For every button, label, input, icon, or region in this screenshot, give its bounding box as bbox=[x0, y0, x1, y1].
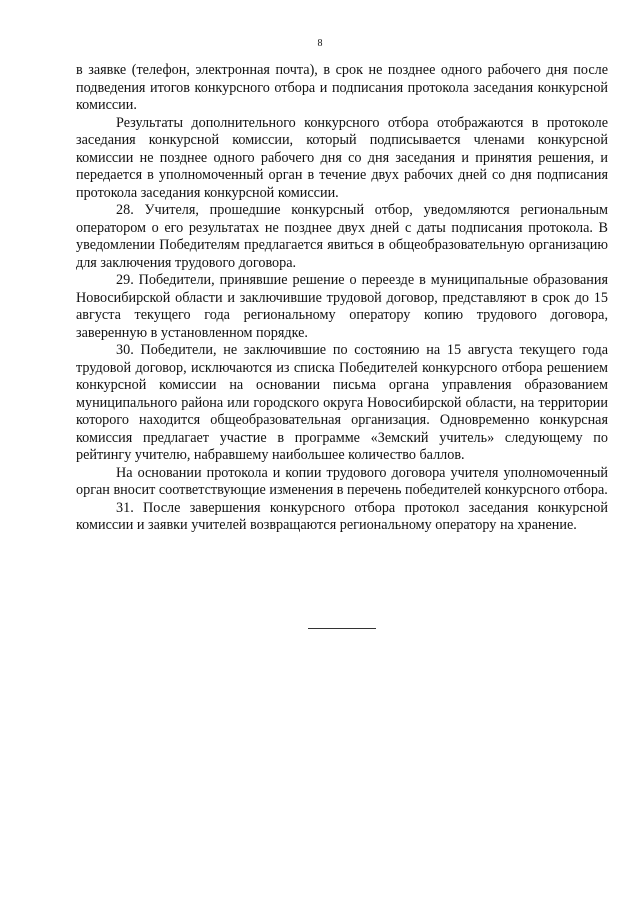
paragraph-protocol-changes: На основании протокола и копии трудового договора учителя уполномоченный орган вносит соответствующие изменения в перечень победителей конкурсного отбора. bbox=[76, 464, 608, 498]
page-number: 8 bbox=[317, 38, 323, 49]
paragraph-item-30: 30. Победители, не заключившие по состоянию на 15 августа текущего года трудовой договор, исключаются из списка Победителей конкурсного отбора решением конкурсной комиссии на основании письма органа управления образованием муниципального района или городского округа Новосибирской области, на территории которого находится общеобразовательная организация. Одновременно конкурсная комиссия предлагает участие в программе «Земский учитель» следующему по рейтингу учителю, набравшему наибольшее количество баллов. bbox=[76, 342, 608, 463]
paragraph-item-28: 28. Учителя, прошедшие конкурсный отбор, уведомляются региональным оператором о его результатах не позднее двух дней с даты подписания протокола. В уведомлении Победителям предлагается явиться в общеобразовательную организацию для заключения трудового договора. bbox=[76, 202, 608, 271]
paragraph-additional-results: Результаты дополнительного конкурсного отбора отображаются в протоколе заседания конкурсной комиссии, который подписывается членами конкурсной комиссии не позднее одного рабочего дня со дня заседания и принятия решения, и передается в уполномоченный орган в течение двух рабочих дней со дня подписания протокола заседания конкурсной комиссии. bbox=[76, 114, 608, 201]
end-divider-line bbox=[308, 628, 376, 629]
paragraph-item-31: 31. После завершения конкурсного отбора протокол заседания конкурсной комиссии и заявки учителей возвращаются региональному оператору на хранение. bbox=[76, 499, 608, 533]
paragraph-continuation: в заявке (телефон, электронная почта), в срок не позднее одного рабочего дня после подведения итогов конкурсного отбора и подписания протокола заседания конкурсной комиссии. bbox=[76, 62, 608, 113]
document-body bbox=[76, 62, 608, 535]
paragraph-item-29: 29. Победители, принявшие решение о переезде в муниципальные образования Новосибирской области и заключившие трудовой договор, представляют в срок до 15 августа текущего года региональному оператору копию трудового договора, заверенную в установленном порядке. bbox=[76, 272, 608, 341]
